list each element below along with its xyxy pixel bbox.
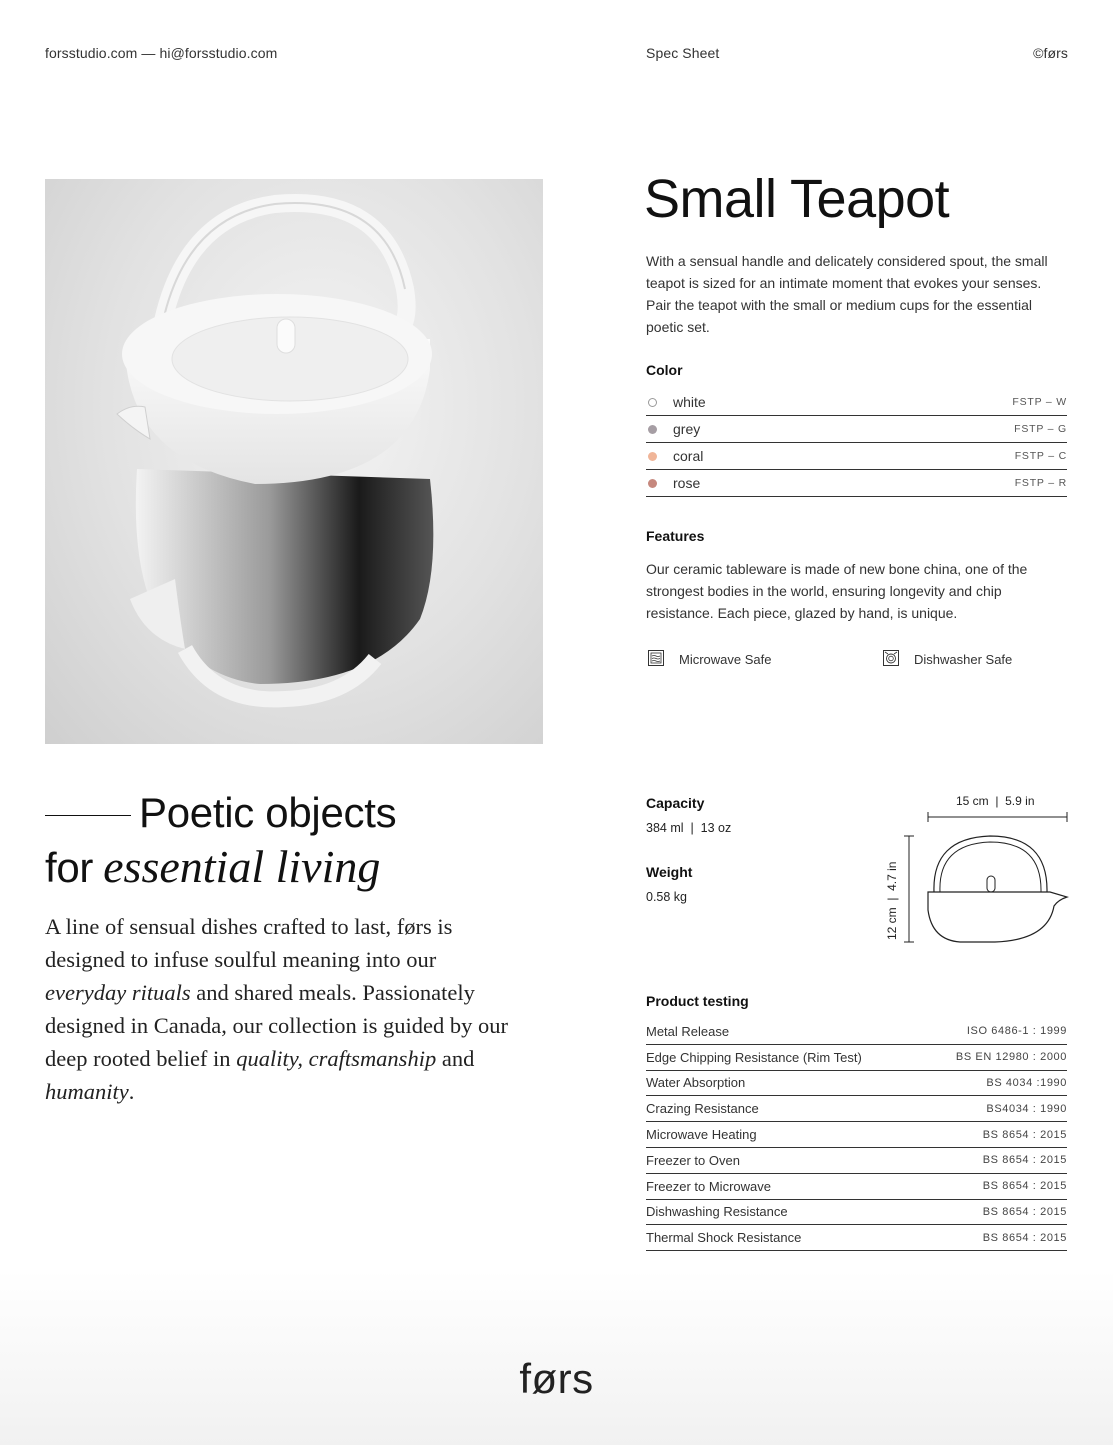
color-code: FSTP – C — [1014, 450, 1067, 462]
test-name: Thermal Shock Resistance — [646, 1230, 802, 1246]
table-row — [646, 1096, 1067, 1122]
color-code: FSTP – W — [1012, 396, 1067, 408]
product-description: With a sensual handle and delicately considered spout, the small teapot is sized for an intimate moment that evokes your senses. Pair the teapot with the small or medium cups for the essential poetic set. — [646, 253, 1048, 335]
test-standard: BS 8654 : 2015 — [982, 1128, 1067, 1141]
header-copyright: ©førs — [1033, 45, 1068, 61]
care-dishwasher — [883, 650, 1012, 669]
table-row — [646, 1071, 1067, 1097]
test-name: Dishwashing Resistance — [646, 1204, 788, 1220]
test-name: Freezer to Microwave — [646, 1178, 771, 1194]
care-label: Dishwasher Safe — [914, 652, 1013, 667]
color-code: FSTP – G — [1014, 423, 1067, 435]
table-row — [646, 1019, 1067, 1045]
color-option-coral[interactable] — [646, 443, 1067, 470]
test-standard: BS4034 : 1990 — [986, 1102, 1067, 1115]
test-name: Crazing Resistance — [646, 1101, 759, 1117]
height-dimension: 12 cm | 4.7 in — [885, 861, 899, 940]
width-dimension: 15 cm | 5.9 in — [956, 794, 1035, 808]
test-name: Edge Chipping Resistance (Rim Test) — [646, 1049, 862, 1065]
test-name: Metal Release — [646, 1023, 730, 1039]
test-name: Microwave Heating — [646, 1127, 757, 1143]
manifesto-part: . — [128, 1079, 135, 1104]
features-heading: Features — [646, 528, 705, 544]
poetic-heading-italic: essential living — [103, 841, 381, 892]
swatch-grey — [648, 425, 657, 434]
test-standard: BS 8654 : 2015 — [982, 1231, 1067, 1244]
test-standard: BS 8654 : 2015 — [982, 1180, 1067, 1193]
swatch-white — [648, 398, 657, 407]
color-option-white[interactable] — [646, 389, 1067, 416]
test-standard: BS 8654 : 2015 — [982, 1154, 1067, 1167]
table-row — [646, 1122, 1067, 1148]
table-row — [646, 1225, 1067, 1251]
color-name: white — [673, 394, 706, 410]
table-row — [646, 1174, 1067, 1200]
capacity-value: 384 ml | 13 oz — [646, 821, 732, 835]
color-list — [646, 389, 1067, 497]
heading-rule — [45, 815, 131, 816]
table-row — [646, 1200, 1067, 1226]
dishwasher-icon — [883, 650, 899, 669]
test-name: Water Absorption — [646, 1075, 746, 1091]
manifesto-part: and — [436, 1046, 475, 1071]
test-standard: ISO 6486-1 : 1999 — [966, 1025, 1067, 1038]
weight-heading: Weight — [646, 864, 693, 880]
test-standard: BS 8654 : 2015 — [982, 1205, 1067, 1218]
capacity-heading: Capacity — [646, 795, 705, 811]
testing-heading: Product testing — [646, 993, 749, 1009]
color-heading: Color — [646, 362, 683, 378]
manifesto-part: A line of sensual dishes crafted to last, førs is designed to infuse soulful meaning into our — [45, 914, 453, 972]
color-name: grey — [673, 421, 701, 437]
test-standard: BS 4034 :1990 — [986, 1076, 1067, 1089]
care-microwave — [648, 650, 771, 669]
manifesto-italic: everyday rituals — [45, 980, 191, 1005]
poetic-heading-line1 — [45, 789, 396, 837]
poetic-heading-line2 — [45, 840, 380, 893]
care-label: Microwave Safe — [679, 652, 772, 667]
header-contact[interactable]: forsstudio.com — hi@forsstudio.com — [45, 45, 278, 61]
table-row — [646, 1045, 1067, 1071]
product-title: Small Teapot — [644, 169, 950, 229]
color-option-grey[interactable] — [646, 416, 1067, 443]
brand-logo: førs — [519, 1355, 594, 1402]
manifesto-italic: quality, craftsmanship — [236, 1046, 437, 1071]
test-name: Freezer to Oven — [646, 1152, 740, 1168]
color-name: coral — [673, 448, 704, 464]
product-photo — [45, 179, 543, 744]
swatch-coral — [648, 452, 657, 461]
weight-value: 0.58 kg — [646, 890, 688, 904]
features-text: Our ceramic tableware is made of new bone china, one of the strongest bodies in the world, ensuring longevity and chip resistance. Each piece, glazed by hand, is unique. — [646, 561, 1028, 621]
microwave-icon — [648, 650, 664, 669]
testing-table — [646, 1019, 1067, 1251]
swatch-rose — [648, 479, 657, 488]
test-standard: BS EN 12980 : 2000 — [955, 1051, 1067, 1064]
poetic-heading-text: Poetic objects — [139, 789, 397, 836]
color-name: rose — [673, 475, 701, 491]
color-option-rose[interactable] — [646, 470, 1067, 497]
poetic-heading-prefix: for — [45, 844, 94, 891]
header-doc-type: Spec Sheet — [646, 45, 720, 61]
manifesto-part: and shared meals. Passionately designed in Canada, our collection is guided by our deep rooted belief in — [45, 980, 509, 1071]
manifesto-text — [45, 910, 515, 1108]
color-code: FSTP – R — [1014, 477, 1067, 489]
table-row — [646, 1148, 1067, 1174]
dimension-drawing — [880, 790, 1080, 950]
manifesto-italic: humanity — [45, 1079, 129, 1104]
